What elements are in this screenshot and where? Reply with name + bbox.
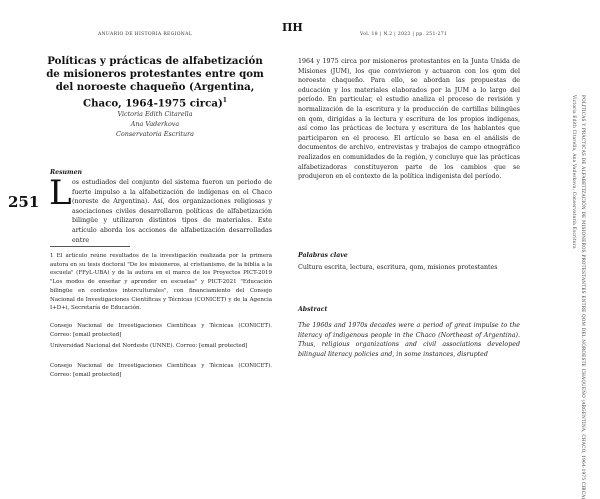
author-2: Ana Vaderkova (130, 120, 180, 128)
dropcap-letter: L (49, 173, 72, 213)
author-1: Victoria Edith Citarella (117, 110, 193, 118)
footnote-4: Consejo Nacional de Investigaciones Científicas y Técnicas (CONICET). Correo: [email protected] (50, 363, 272, 378)
footnote-separator (50, 246, 130, 247)
keywords-text: Cultura escrita, lectura, escritura, qom, misiones protestantes (298, 264, 498, 271)
footnote-3: Universidad Nacional del Nordeste (UNNE). Correo: [email protected] (50, 343, 248, 349)
journal-logo: ΠΗ (282, 21, 303, 34)
author-3: Conservatoria Escritura (116, 130, 194, 138)
footnote-2: Consejo Nacional de Investigaciones Científicas y Técnicas (CONICET). Correo: [email protected] (50, 323, 272, 338)
abstract-heading: Abstract (298, 306, 328, 313)
running-header-volume: Vol. 18 | N.2 | 2023 | pp. 251-271 (360, 32, 448, 37)
title-footnote-marker: 1 (222, 97, 227, 104)
resumen-heading: Resumen (50, 169, 83, 176)
running-header-journal: ANUARIO DE HISTORIA REGIONAL (98, 32, 193, 37)
side-margin-title: POLÍTICAS Y PRÁCTICAS DE ALFABETIZACIÓN DE MISIONEROS PROTESTANTES ENTRE QOM DEL NOROESTE CHAQUEÑO (ARGENTINA, CHACO, 1964-1975 CIRCA) (580, 95, 585, 499)
keywords-heading: Palabras clave (298, 252, 348, 259)
page-number: 251 (8, 193, 40, 211)
article-title (44, 55, 266, 110)
resumen-text: os estudiados del conjunto del sistema fueron un periodo de fuerte impulso a la alfabetización de indígenas en el Chaco (noreste de Argentina). Así, dos organizaciones religiosas y asociaciones civiles desarrollaron políticas de alfabetización bilingüe y utilizaron distintos tipos de materiales. Este artículo aborda los acciones de alfabetización desarrolladas entre (72, 179, 272, 244)
article-title-text: Políticas y prácticas de alfabetización de misioneros protestantes entre qom del noroeste chaqueño (Argentina, Chaco, 1964-1975 circa) (46, 55, 264, 110)
abstract-text: The 1960s and 1970s decades were a period of great impulse to the literacy of indigenous people in the Chaco (Northeast of Argentina). Thus, religious organizations and civil associations developed bilingual literacy policies and, in some instances, disrupted (298, 322, 520, 358)
side-margin-authors: Victoria Edith Citarella, Ana Vaderkova, Conservatoria Escritura (571, 95, 576, 249)
footnote-1: 1 El artículo reúne resultados de la investigación realizada por la primera autora en su tesis doctoral "De los misioneros, al cristianismo, de la biblia a la escuela" (FFyL-UBA) y de la autora en el marco de los Proyectos PICT-2019 "Los modos de enseñar y aprender en escuelas" y PICT-2021 "Educación bilingüe en contextos interculturales", con financiamiento del Consejo Nacional de Investigaciones Científicas y Técnicas (CONICET) y de la Agencia I+D+i, Secretaría de Educación. (50, 253, 272, 312)
right-column-text: 1964 y 1975 circa por misioneros protestantes en la Junta Unida de Misiones (JUM), los que convivieron y actuaron con los qom del noroeste chaqueño. Para ello, se abordan las propuestas de educación y los materiales elaborados por la JUM a lo largo del período. En particular, el estudio analiza el proceso de revisión y normalización de la escritura y la producción de cartillas bilingües en qom, dirigidas a la lectura y escritura de los propios indígenas, así como las prácticas de lectura y escritura de los hablantes que participaron en el proceso. El artículo se basa en el análisis de documentos de archivo, entrevistas y trabajos de campo etnográfico realizados en comunidades de la región, y concluye que las prácticas alfabetizadoras constituyeron parte de los cambios que se produjeron en el contexto de la política indigenista del período. (298, 58, 520, 181)
